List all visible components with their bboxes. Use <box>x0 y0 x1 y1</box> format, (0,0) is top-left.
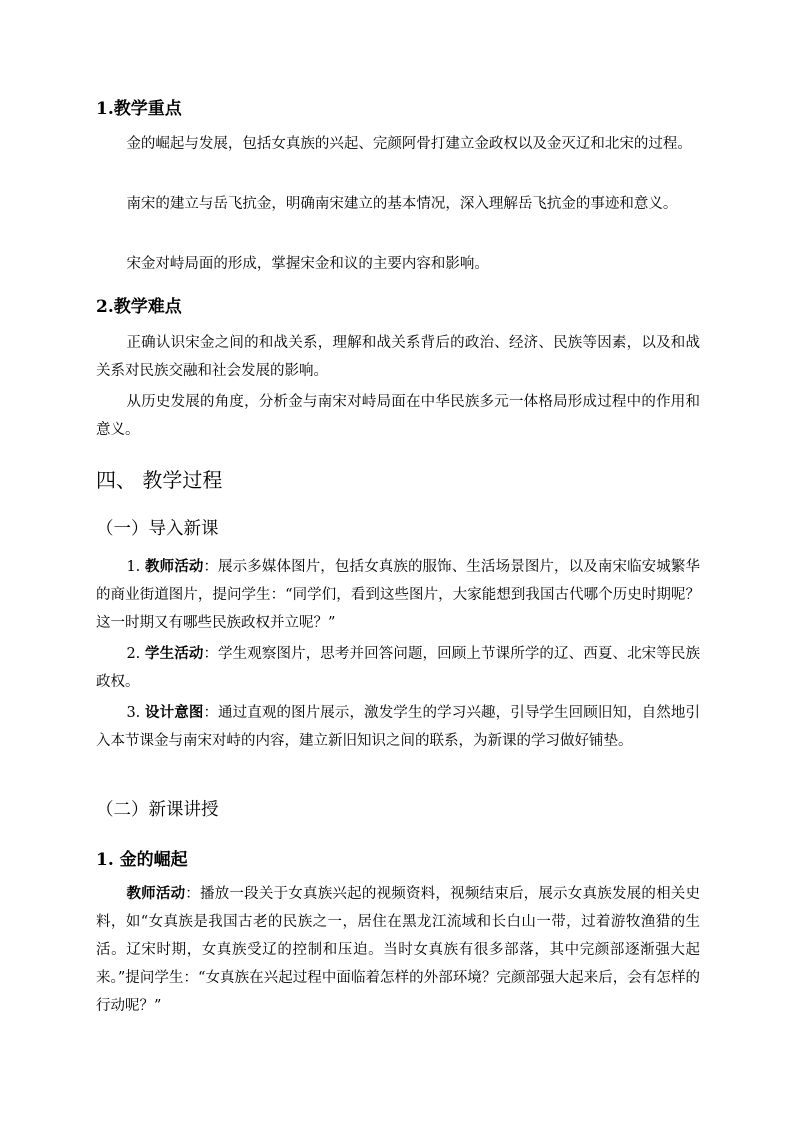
item-number: 1. <box>126 559 145 575</box>
subsection-heading-intro: （一）导入新课 <box>96 519 219 539</box>
subsection-heading-new-lesson: （二）新课讲授 <box>96 800 219 820</box>
item-text: ：展示多媒体图片，包括女真族的服饰、生活场景图片，以及南宋临安城繁华的商业街道图片，提问学生：“同学们，看到这些图片，大家能想到我国古代哪个历史时期呢？这一时期又有哪些民族政权并立呢？” <box>96 559 701 631</box>
list-item <box>96 553 700 637</box>
paragraph: 金的崛起与发展，包括女真族的兴起、完颜阿骨打建立金政权以及金灭辽和北宋的过程。 <box>126 136 692 152</box>
item-number: 3. <box>126 705 145 721</box>
section-heading-difficulties: 2.教学难点 <box>96 297 182 317</box>
list-item <box>96 640 700 696</box>
topic-heading-jin-rise: 1. 金的崛起 <box>96 850 188 870</box>
paragraph: 宋金对峙局面的形成，掌握宋金和议的主要内容和影响。 <box>126 256 489 272</box>
item-text: ：通过直观的图片展示，激发学生的学习兴趣，引导学生回顾旧知，自然地引入本节课金与南宋对峙的内容，建立新旧知识之间的联系，为新课的学习做好铺垫。 <box>96 705 701 749</box>
paragraph-lead: 教师活动 <box>126 885 186 902</box>
paragraph: 从历史发展的角度，分析金与南宋对峙局面在中华民族多元一体格局形成过程中的作用和意义。 <box>96 394 700 438</box>
part-heading-teaching-process: 四、 教学过程 <box>96 468 223 492</box>
section-heading-key-points: 1.教学重点 <box>96 99 182 119</box>
item-number: 2. <box>126 646 145 662</box>
item-lead: 教师活动 <box>145 558 204 575</box>
paragraph: 南宋的建立与岳飞抗金，明确南宋建立的基本情况，深入理解岳飞抗金的事迹和意义。 <box>126 196 678 212</box>
paragraph: 正确认识宋金之间的和战关系，理解和战关系背后的政治、经济、民族等因素，以及和战关系对民族交融和社会发展的影响。 <box>96 335 700 379</box>
paragraph <box>96 880 700 1020</box>
paragraph-text: ：播放一段关于女真族兴起的视频资料，视频结束后，展示女真族发展的相关史料，如“女真族是我国古老的民族之一，居住在黑龙江流域和长白山一带，过着游牧渔猎的生活。辽宋时期，女真族受辽的控制和压迫。当时女真族有很多部落，其中完颜部逐渐强大起来。”提问学生：“女真族在兴起过程中面临着怎样的外部环境？完颜部强大起来后，会有怎样的行动呢？” <box>96 886 701 1014</box>
item-lead: 学生活动 <box>145 645 204 662</box>
item-text: ：学生观察图片，思考并回答问题，回顾上节课所学的辽、西夏、北宋等民族政权。 <box>96 646 701 690</box>
list-item <box>96 699 700 755</box>
item-lead: 设计意图 <box>145 704 204 721</box>
